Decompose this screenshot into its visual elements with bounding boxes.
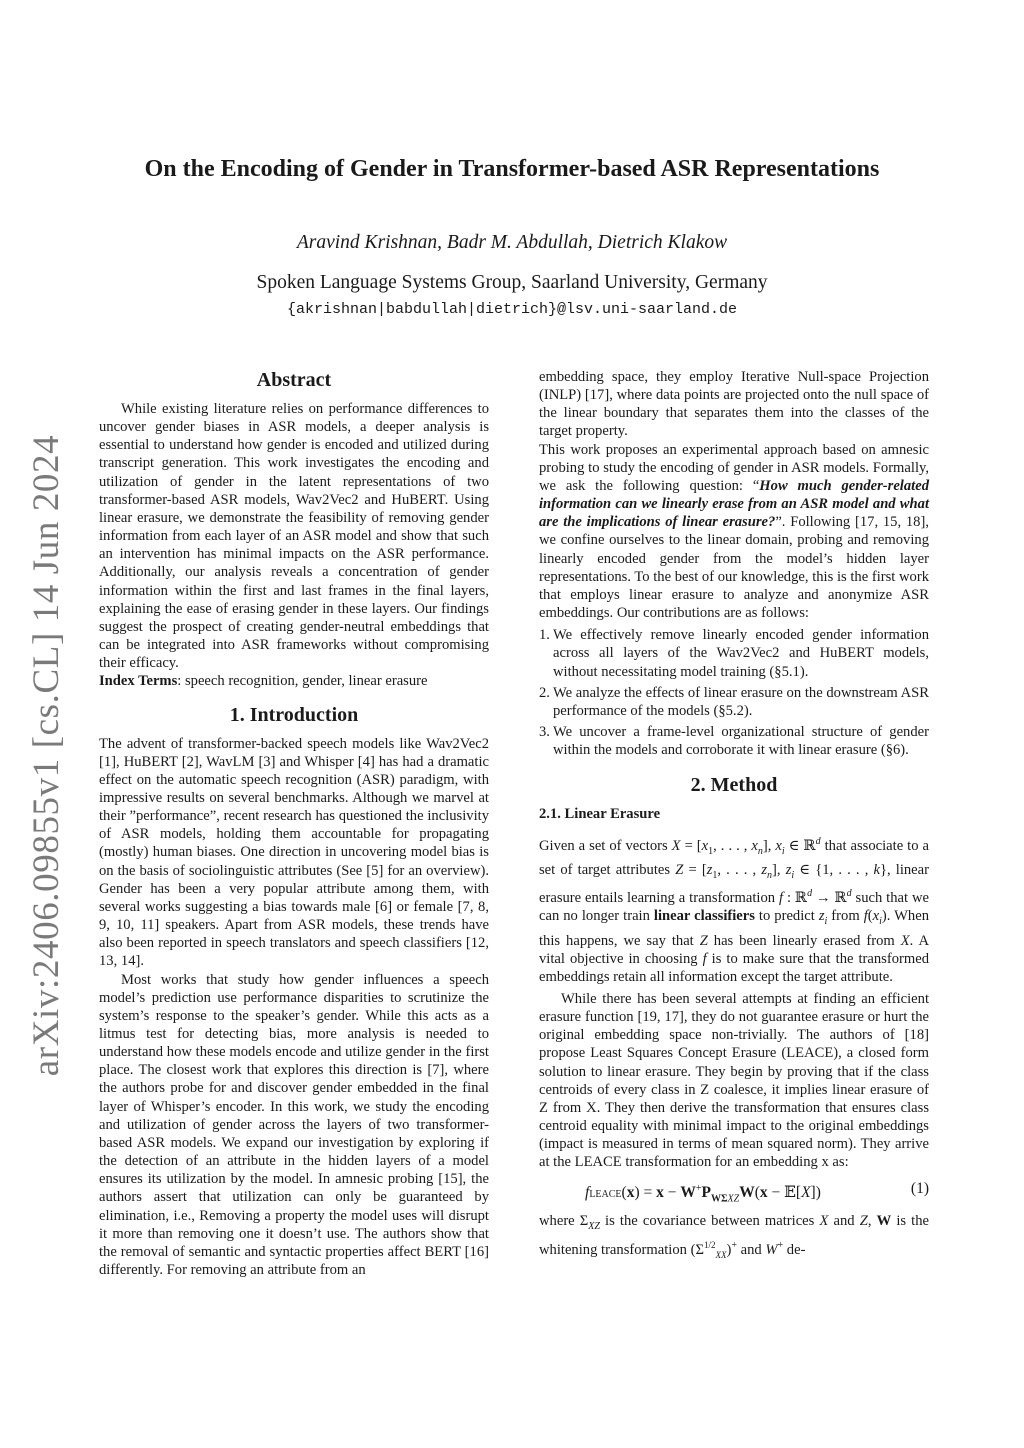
left-column — [99, 368, 489, 1279]
authors: Aravind Krishnan, Badr M. Abdullah, Dietrich Klakow — [296, 232, 728, 253]
intro-paragraph-3: embedding space, they employ Iterative Null-space Projection (INLP) [17], where data points are projected onto the null space of the linear boundary that separates them into the classes of the target property. — [539, 369, 929, 440]
intro-heading: 1. Introduction — [229, 703, 359, 726]
research-question: How much gender-related information can we linearly erase from an ASR model and what are the implications of linear erasure? — [539, 477, 929, 531]
leace-equation: fLEACE(x) = $x - W^+P_{W\Sigma XZ}W(x$ − 𝔼[X]) — [585, 1182, 821, 1204]
email: {akrishnan|babdullah|dietrich}@lsv.uni-saarland.de — [286, 301, 738, 318]
abstract-heading: Abstract — [256, 369, 332, 391]
affiliation: Spoken Language Systems Group, Saarland University, Germany — [256, 272, 768, 293]
abstract-text: While existing literature relies on performance differences to uncover gender biases in ASR models, a deeper analysis is essential to understand how gender is encoded and utilized during transcript generation. This work investigates the encoding and utilization of gender in the latent representations of two transformer-based ASR models, Wav2Vec2 and HuBERT. Using linear erasure, we demonstrate the feasibility of removing gender information from each layer of an ASR model and show that such an intervention has minimal impacts on the ASR performance. Additionally, our analysis reveals a concentration of gender information within the first and last frames in the final layers, explaining the ease of erasing gender in these layers. Our findings suggest the prospect of creating gender-neutral embeddings that can be integrated into ASR frameworks without compromising their efficacy. — [99, 401, 489, 672]
arxiv-side-label: arXiv:2406.09855v1 [cs.CL] 14 Jun 2024 — [26, 434, 68, 1076]
list-item: 2. We analyze the effects of linear erasure on the downstream ASR performance of the models (§5.2). — [539, 684, 929, 719]
contributions-list — [539, 626, 929, 759]
equation-number: (1) — [910, 1179, 929, 1197]
subsection-heading: 2.1. Linear Erasure — [539, 806, 661, 823]
list-item: 3. We uncover a frame-level organizational structure of gender within the models and corroborate it with linear erasure (§6). — [539, 723, 929, 759]
index-terms-text: : speech recognition, gender, linear erasure — [177, 673, 428, 690]
intro-paragraph-4: This work proposes an experimental approach based on amnesic probing to study the encoding of gender in ASR models. Formally, we ask the following question: “How much gender-related information can we linearly erase from an ASR model and what are the implications of linear erasure?”. Following [17, 15, 18], we confine ourselves to the linear domain, probing and removing linearly encoded gender from the model’s hidden layer representations. To the best of our knowledge, this is the first work that employs linear erasure to analyze and anonymize ASR embeddings. Our contributions are as follows: — [539, 441, 929, 622]
right-column — [539, 368, 929, 1264]
index-terms-label: Index Terms — [99, 673, 178, 690]
method-paragraph-1: Given a set of vectors $X = [x_1$, . . . , $x_n$], $x_i$ ∈ ℝ$^d$ that associate to a set of target attributes $Z = [z_1$, . . . , $z_n$], $z_i$ ∈ {1, . . . , k}, linear erasure entails learning a transformation f : ℝ$^d$ → ℝ$^d$ such that we can no longer train linear classifiers to predict $z_i$ from $f(x_i)$. When this happens, we say that Z has been linearly erased from X. A vital objective in choosing f is to make sure that the transformed embeddings retain all information except the target attribute. — [539, 836, 930, 985]
equation-1 — [539, 1180, 929, 1204]
method-paragraph-3: where $\Sigma_{XZ}$ is the covariance between matrices X and Z, W is the whitening transformation $(\Sigma^{1/2}_{XX})^+$ and W+ de- — [539, 1212, 930, 1260]
method-heading: 2. Method — [690, 774, 778, 797]
list-item: 1. We effectively remove linearly encoded gender information across all layers of the Wav2Vec2 and HuBERT models, without necessitating model training (§5.1). — [539, 627, 929, 680]
intro-paragraph-2: Most works that study how gender influences a speech model’s prediction use performance disparities to scrutinize the system’s response to the speaker’s gender. While this acts as a litmus test for detecting bias, more analysis is needed to understand how these models encode and utilize gender in the first place. The closest work that explores this direction is [7], where the authors probe for and discover gender embedded in the final layer of Whisper’s encoder. In this work, we study the encoding and utilization of gender across the layers of two transformer-based ASR models. We expand our investigation by exploring if the detection of an attribute in the hidden layers of a model ensures its utilization by the model. In amnesic probing [15], the authors assert that utilization can only be guaranteed by elimination, i.e., Removing a property the model uses will disrupt it more than removing one it doesn’t use. The authors show that the removal of semantic and syntactic properties affect BERT [16] differently. For removing an attribute from an — [99, 971, 489, 1279]
index-terms — [99, 672, 489, 690]
method-paragraph-2: While there has been several attempts at finding an efficient erasure function [19, 17], they do not guarantee erasure or hurt the original embedding space non-trivially. The authors of [18] propose Least Squares Concept Erasure (LEACE), a closed form solution to linear erasure. They begin by proving that if the class centroids of every class in Z coalesce, it implies linear erasure of Z from X. They then derive the transformation that ensures class centroid equality with minimal impact to the original embeddings (impact is measured in terms of mean squared norm). They arrive at the LEACE transformation for an embedding x as: — [539, 990, 929, 1171]
paper-title: On the Encoding of Gender in Transformer-based ASR Representations — [144, 156, 880, 182]
intro-paragraph-1: The advent of transformer-backed speech models like Wav2Vec2 [1], HuBERT [2], WavLM [3] and Whisper [4] has had a dramatic effect on the automatic speech recognition (ASR) paradigm, with impressive results on several benchmarks. Although we marvel at their ”performance”, recent research has questioned the inclusivity of ASR models, holding them accountable for propagating (mostly) human biases. One direction in uncovering model bias is on the basis of sociolinguistic attributes (See [5] for an overview). Gender has been a very popular attribute among them, with several works suggesting a bias towards male [6] or female [7, 8, 9, 10, 11] speakers. Apart from ASR models, these trends have also been reported in speech translators and speech classifiers [12, 13, 14]. — [99, 735, 489, 970]
